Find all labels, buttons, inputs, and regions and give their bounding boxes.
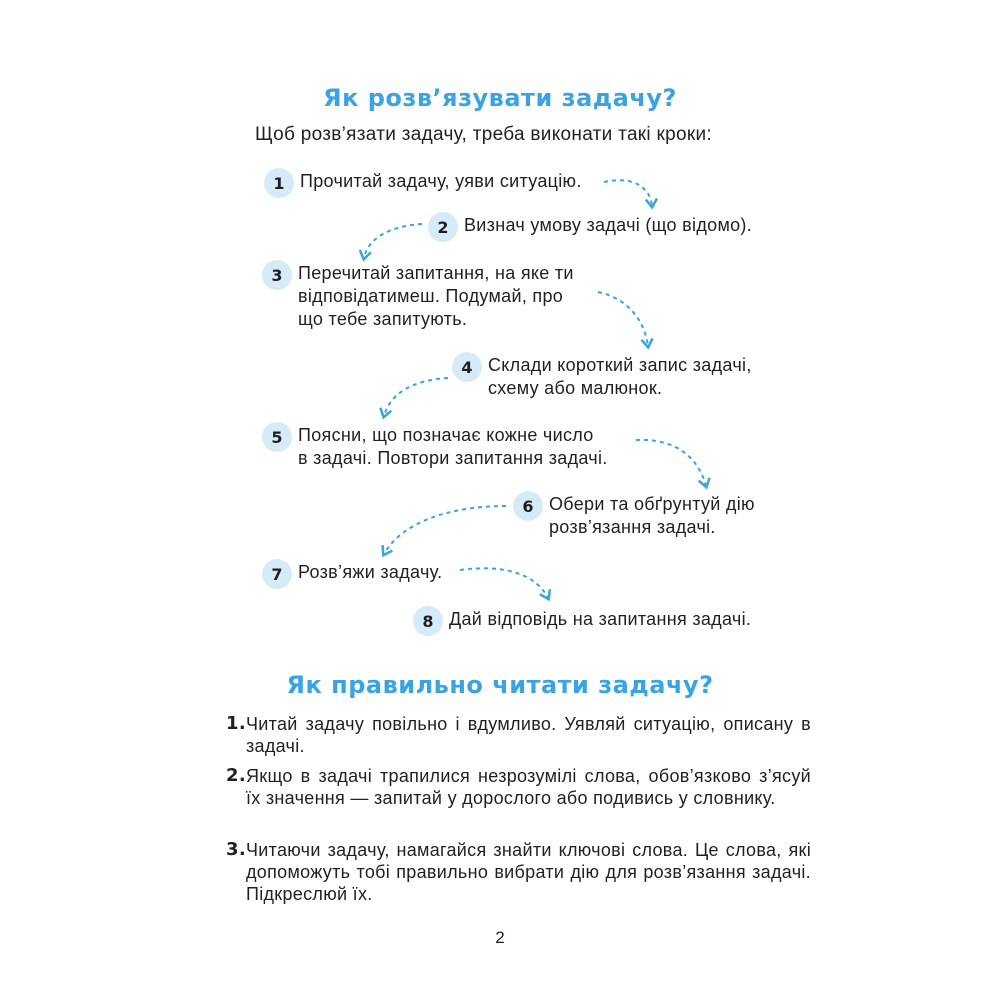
rule-text: Читаючи задачу, намагайся знайти ключові слова. Це слова, які допоможуть тобі правильно вибрати дію для розв’язання задачі. Підкреслюй їх.	[245, 840, 811, 904]
arrow-step2-to-step3	[364, 224, 422, 258]
step-text: Обери та обґрунтуй дію розв’язання задачі.	[549, 494, 755, 537]
rule-text: Якщо в задачі трапилися незрозумілі слова, обов’язково з’ясуй їх значення — запитай у дорослого або подивись у словнику.	[245, 766, 811, 808]
rule-number: 1.	[226, 713, 246, 734]
step-text: Дай відповідь на запитання задачі.	[449, 609, 752, 629]
step-text: Поясни, що позначає кожне число в задачі. Повтори запитання задачі.	[298, 425, 608, 468]
arrow-step7-to-step8	[460, 568, 548, 598]
step-text: Прочитай задачу, уяви ситуацію.	[300, 171, 582, 191]
arrow-step5-to-step6	[636, 440, 706, 486]
step-number-badge: 5	[262, 422, 292, 452]
step-text: Розв’яжи задачу.	[298, 562, 443, 582]
arrow-step6-to-step7	[384, 506, 506, 554]
intro-text: Щоб розв’язати задачу, треба виконати такі кроки:	[255, 124, 712, 145]
page-number: 2	[495, 928, 505, 947]
rule-number: 3.	[226, 839, 246, 860]
step-number-badge: 4	[452, 352, 482, 382]
rule-number: 2.	[226, 765, 246, 786]
step-number-badge: 8	[413, 606, 443, 636]
step-text: Визнач умову задачі (що відомо).	[464, 215, 753, 235]
rule-text: Читай задачу повільно і вдумливо. Уявляй ситуацію, описану в задачі.	[245, 714, 811, 756]
step-number-badge: 7	[262, 559, 292, 589]
rule-item-3	[226, 839, 811, 905]
step-text: Перечитай запитання, на яке ти відповідатимеш. Подумай, про що тебе запитують.	[298, 263, 574, 329]
step-number-badge: 1	[264, 168, 294, 198]
rule-item-2	[226, 765, 811, 809]
step-text: Склади короткий запис задачі, схему або малюнок.	[488, 355, 752, 398]
step-number-badge: 3	[262, 260, 292, 290]
section-title-how-to-solve: Як розв’язувати задачу?	[323, 84, 677, 112]
step-number-badge: 6	[513, 491, 543, 521]
step-number-badge: 2	[428, 212, 458, 242]
section-title-how-to-read: Як правильно читати задачу?	[286, 671, 714, 699]
arrow-step1-to-step2	[604, 180, 652, 206]
rule-item-1	[226, 713, 811, 757]
arrow-step4-to-step5	[384, 378, 448, 416]
arrow-step3-to-step4	[598, 292, 648, 346]
